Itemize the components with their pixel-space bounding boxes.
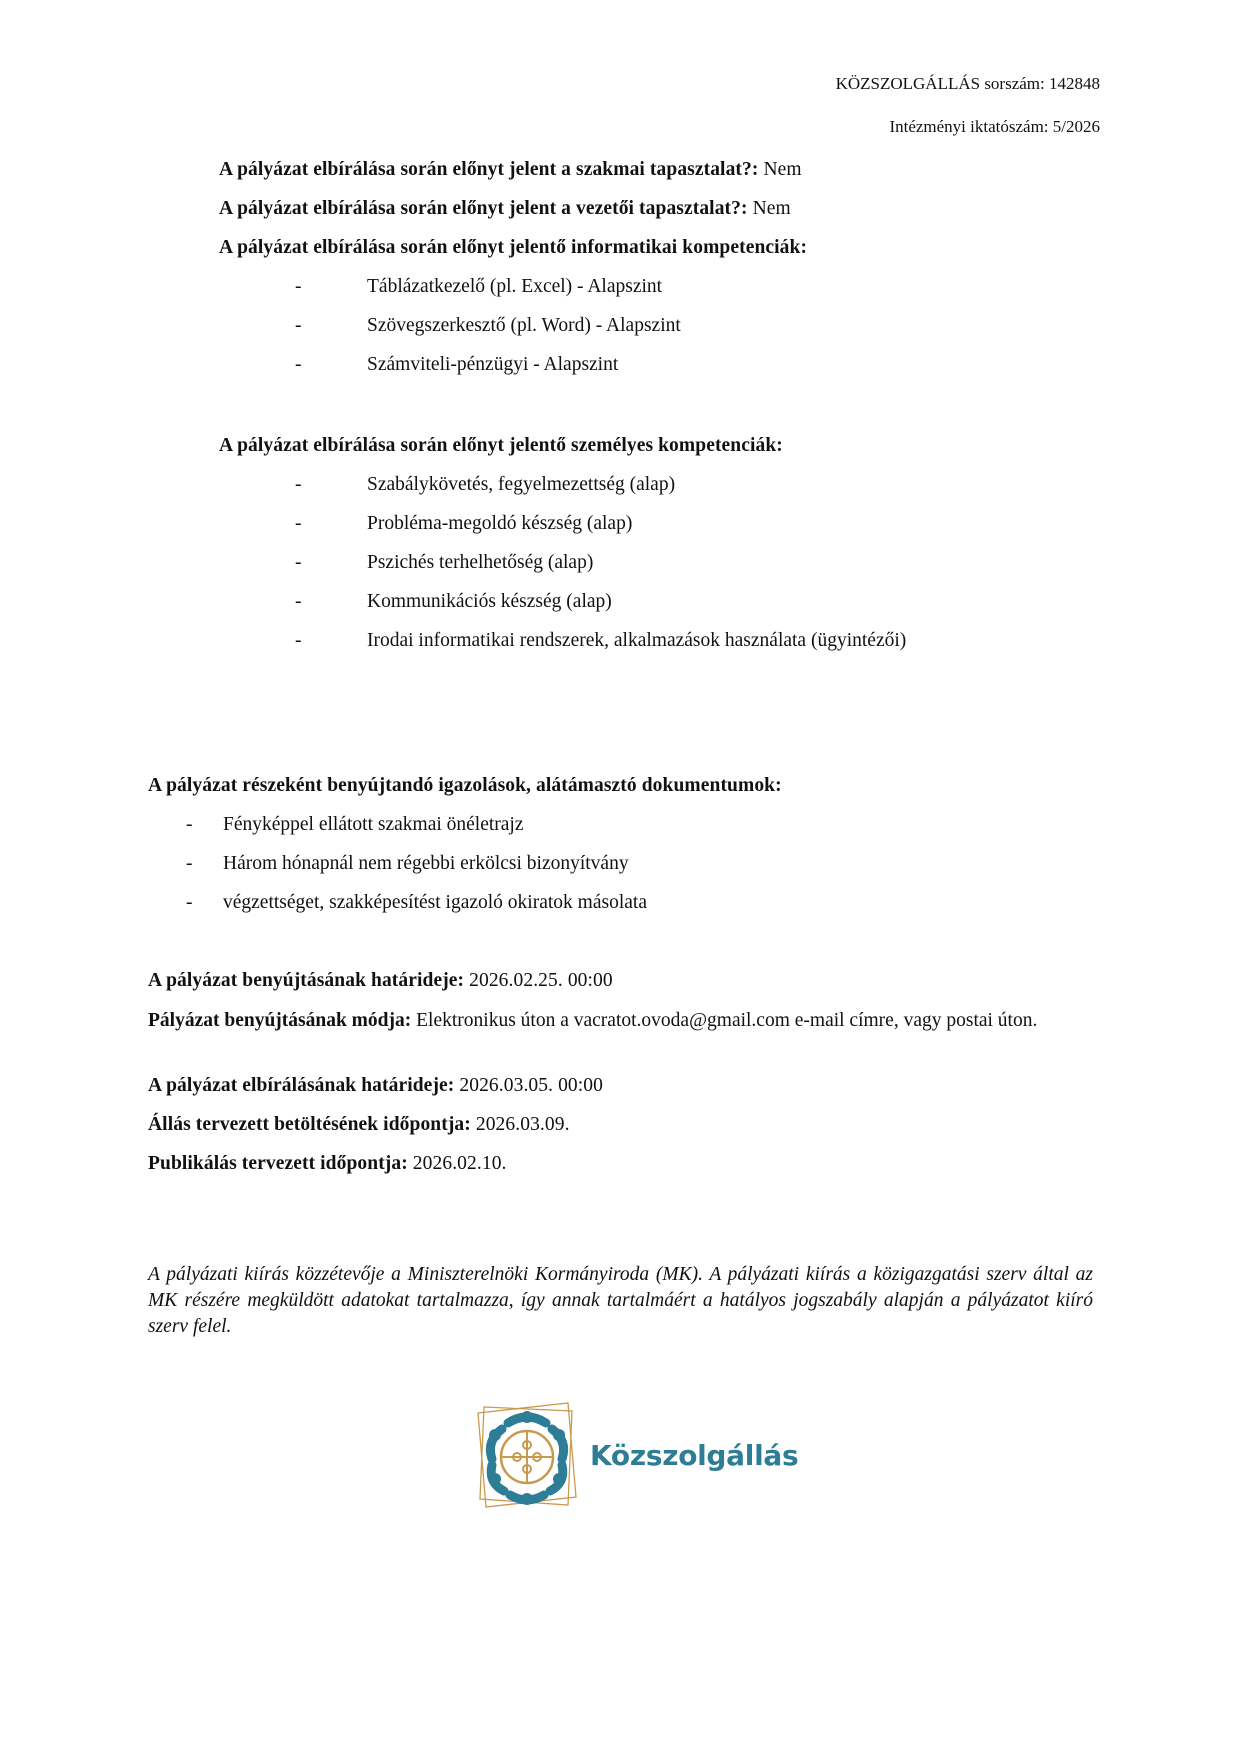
list-item: Probléma-megoldó készség (alap)	[367, 513, 633, 534]
logo-emblem-icon	[472, 1397, 584, 1515]
bullet-dash: -	[186, 814, 193, 835]
evaluation-deadline-label: A pályázat elbírálásának határideje:	[148, 1075, 455, 1096]
professional-experience-row	[219, 159, 802, 181]
list-item: Számviteli-pénzügyi - Alapszint	[367, 354, 619, 375]
list-item: Pszichés terhelhetőség (alap)	[367, 552, 594, 573]
personal-competencies-heading: A pályázat elbírálása során előnyt jelentő személyes kompetenciák:	[219, 435, 783, 456]
planned-start-row	[148, 1114, 570, 1136]
management-experience-label: A pályázat elbírálása során előnyt jelent a vezetői tapasztalat?:	[219, 198, 748, 219]
submission-method-value: Elektronikus úton a vacratot.ovoda@gmail.com e-mail címre, vagy postai úton.	[411, 1010, 1038, 1031]
submission-deadline-label: A pályázat benyújtásának határideje:	[148, 970, 465, 991]
it-competencies-heading: A pályázat elbírálása során előnyt jelentő informatikai kompetenciák:	[219, 237, 808, 258]
list-item: Fényképpel ellátott szakmai önéletrajz	[223, 814, 524, 835]
documents-heading: A pályázat részeként benyújtandó igazolások, alátámasztó dokumentumok:	[148, 775, 782, 796]
submission-method-label: Pályázat benyújtásának módja:	[148, 1010, 412, 1031]
registration-number: Intézményi iktatószám: 5/2026	[889, 117, 1100, 136]
management-experience-row	[219, 198, 791, 220]
bullet-dash: -	[295, 552, 302, 573]
submission-deadline-row	[148, 970, 613, 992]
bullet-dash: -	[295, 354, 302, 375]
logo-wordmark: Közszolgállás	[590, 1439, 799, 1472]
evaluation-deadline-row	[148, 1075, 603, 1097]
bullet-dash: -	[186, 892, 193, 913]
list-item: Három hónapnál nem régebbi erkölcsi bizonyítvány	[223, 853, 629, 874]
serial-number: KÖZSZOLGÁLLÁS sorszám: 142848	[835, 74, 1100, 93]
management-experience-value: Nem	[747, 198, 791, 219]
list-item: Kommunikációs készség (alap)	[367, 591, 612, 612]
publication-date-row	[148, 1153, 507, 1175]
submission-deadline-value: 2026.02.25. 00:00	[464, 970, 613, 991]
submission-method-row	[148, 1008, 1093, 1034]
list-item: Szövegszerkesztő (pl. Word) - Alapszint	[367, 315, 681, 336]
planned-start-label: Állás tervezett betöltésének időpontja:	[148, 1114, 471, 1135]
publication-date-label: Publikálás tervezett időpontja:	[148, 1153, 408, 1174]
bullet-dash: -	[186, 853, 193, 874]
professional-experience-label: A pályázat elbírálása során előnyt jelent a szakmai tapasztalat?:	[219, 159, 759, 180]
planned-start-value: 2026.03.09.	[470, 1114, 570, 1135]
bullet-dash: -	[295, 513, 302, 534]
list-item: Irodai informatikai rendszerek, alkalmazások használata (ügyintézői)	[367, 630, 907, 651]
bullet-dash: -	[295, 474, 302, 495]
list-item: Szabálykövetés, fegyelmezettség (alap)	[367, 474, 676, 495]
professional-experience-value: Nem	[758, 159, 802, 180]
evaluation-deadline-value: 2026.03.05. 00:00	[454, 1075, 603, 1096]
list-item: végzettséget, szakképesítést igazoló okiratok másolata	[223, 892, 647, 913]
bullet-dash: -	[295, 591, 302, 612]
bullet-dash: -	[295, 315, 302, 336]
publication-date-value: 2026.02.10.	[407, 1153, 507, 1174]
bullet-dash: -	[295, 276, 302, 297]
list-item: Táblázatkezelő (pl. Excel) - Alapszint	[367, 276, 663, 297]
disclaimer-paragraph: A pályázati kiírás közzétevője a Miniszterelnöki Kormányiroda (MK). A pályázati kiírás a közigazgatási szerv által az MK részére megküldött adatokat tartalmazza, így annak tartalmáért a hatályos jogszabály alapján a pályázatot kiíró szerv felel.	[148, 1264, 1093, 1337]
kozszolgallas-logo	[472, 1397, 799, 1517]
bullet-dash: -	[295, 630, 302, 651]
